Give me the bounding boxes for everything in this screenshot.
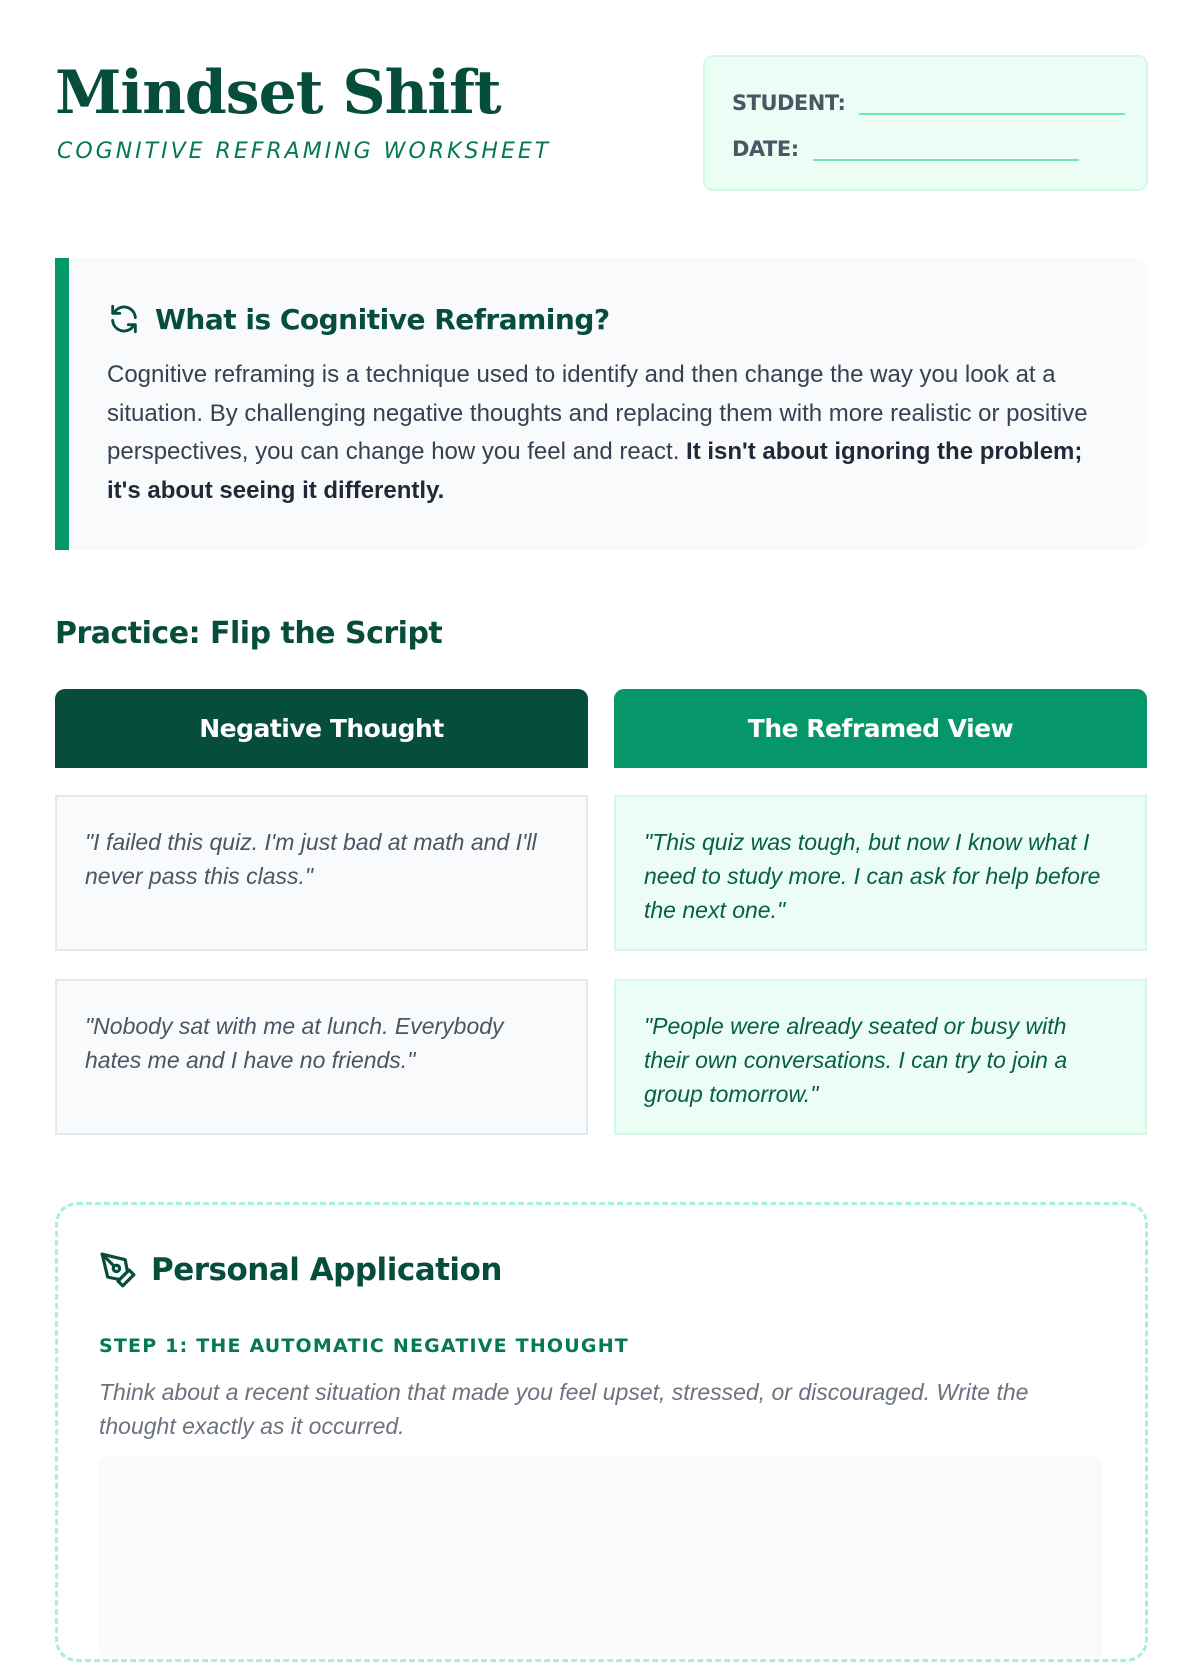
step1-label: STEP 1: THE AUTOMATIC NEGATIVE THOUGHT [99, 1335, 629, 1357]
student-label: STUDENT: [732, 91, 846, 115]
intro-title: What is Cognitive Reframing? [155, 302, 610, 336]
negative-thought-card: "Nobody sat with me at lunch. Everybody hates me and I have no friends." [55, 979, 588, 1135]
pen-icon [99, 1251, 137, 1289]
step1-answer-area[interactable] [99, 1457, 1103, 1657]
reframed-view-header: The Reframed View [614, 689, 1147, 768]
header [55, 55, 1148, 195]
date-field[interactable] [813, 133, 1079, 161]
negative-thought-card: "I failed this quiz. I'm just bad at math and I'll never pass this class." [55, 795, 588, 951]
intro-emphasis: It isn't about ignoring the problem; it's about seeing it differently. [107, 438, 1083, 504]
intro-text [107, 356, 1107, 510]
date-label: DATE: [732, 137, 799, 161]
reframed-view-card: "People were already seated or busy with their own conversations. I can try to join a group tomorrow." [614, 979, 1147, 1135]
student-name-field[interactable] [859, 87, 1125, 115]
personal-heading [99, 1251, 502, 1289]
intro-body: Cognitive reframing is a technique used to identify and then change the way you look at a situation. By challenging negative thoughts and replacing them with more realistic or positive perspectives, you can change how you feel and react. [107, 361, 1088, 465]
intro-heading [107, 302, 610, 336]
intro-callout [55, 258, 1148, 550]
student-row [732, 87, 1125, 115]
page-title: Mindset Shift [55, 58, 501, 128]
personal-title: Personal Application [151, 1252, 502, 1288]
page-subtitle: COGNITIVE REFRAMING WORKSHEET [57, 139, 552, 164]
negative-thought-header: Negative Thought [55, 689, 588, 768]
personal-application-section [55, 1202, 1148, 1662]
refresh-icon [107, 302, 141, 336]
student-info-box [703, 55, 1148, 191]
date-row [732, 133, 1079, 161]
reframed-view-card: "This quiz was tough, but now I know what I need to study more. I can ask for help before the next one." [614, 795, 1147, 951]
step1-description: Think about a recent situation that made you feel upset, stressed, or discouraged. Write the thought exactly as it occurred. [99, 1379, 1029, 1439]
practice-title: Practice: Flip the Script [55, 616, 443, 651]
